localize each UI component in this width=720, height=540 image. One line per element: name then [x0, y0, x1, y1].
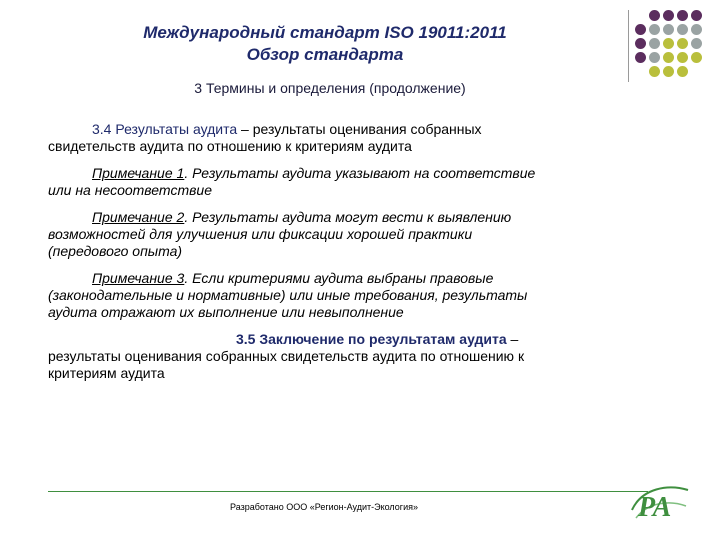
decorative-dots	[643, 10, 720, 80]
dot	[649, 66, 660, 77]
note-text: (передового опыта)	[48, 243, 183, 259]
dot	[663, 24, 674, 35]
note-1	[48, 165, 678, 199]
definition-text: – результаты оценивания собранных	[237, 121, 482, 137]
definition-text: –	[506, 331, 519, 347]
note-text: возможностей для улучшения или фиксации хорошей практики	[48, 226, 473, 242]
dot	[635, 38, 646, 49]
definition-text: свидетельств аудита по отношению к критериям аудита	[48, 138, 412, 154]
definition-text: критериям аудита	[48, 365, 165, 381]
logo-letters: РА	[638, 492, 672, 523]
dot	[691, 10, 702, 21]
note-label: Примечание 1	[92, 165, 185, 181]
company-logo	[628, 480, 692, 524]
dot	[663, 10, 674, 21]
note-text: . Если критериями аудита выбраны правовые	[184, 270, 494, 286]
definition-3-5	[48, 331, 678, 382]
dot	[691, 52, 702, 63]
dot	[649, 10, 660, 21]
note-text: или на несоответствие	[48, 182, 212, 198]
divider-line	[628, 10, 629, 82]
note-3	[48, 270, 678, 321]
note-label: Примечание 3	[92, 270, 185, 286]
slide-body	[48, 121, 678, 392]
dot	[649, 38, 660, 49]
dot	[691, 24, 702, 35]
dot	[677, 66, 688, 77]
note-text: аудита отражают их выполнение или невыполнение	[48, 304, 404, 320]
dot	[663, 66, 674, 77]
term-3-4: 3.4 Результаты аудита	[92, 121, 238, 137]
note-2	[48, 209, 678, 260]
dot	[677, 10, 688, 21]
dot	[691, 38, 702, 49]
section-heading: 3 Термины и определения (продолжение)	[194, 80, 466, 96]
note-text: . Результаты аудита указывают на соответствие	[184, 165, 536, 181]
dot	[663, 38, 674, 49]
dot	[635, 52, 646, 63]
dot	[677, 24, 688, 35]
dot	[677, 52, 688, 63]
title-line-2: Обзор стандарта	[246, 45, 404, 64]
note-text: . Результаты аудита могут вести к выявлению	[184, 209, 512, 225]
dot	[649, 52, 660, 63]
definition-3-4	[48, 121, 678, 155]
dot	[677, 38, 688, 49]
dot	[663, 52, 674, 63]
note-text: (законодательные и нормативные) или иные требования, результаты	[48, 287, 528, 303]
dot	[635, 24, 646, 35]
footer-credit: Разработано ООО «Регион-Аудит-Экология»	[230, 502, 418, 512]
footer-divider	[48, 491, 648, 492]
slide-title	[60, 22, 590, 66]
term-3-5: 3.5 Заключение по результатам аудита	[236, 331, 507, 347]
dot	[649, 24, 660, 35]
definition-text: результаты оценивания собранных свидетельств аудита по отношению к	[48, 348, 525, 364]
title-line-1: Международный стандарт ISO 19011:2011	[143, 23, 507, 42]
note-label: Примечание 2	[92, 209, 185, 225]
